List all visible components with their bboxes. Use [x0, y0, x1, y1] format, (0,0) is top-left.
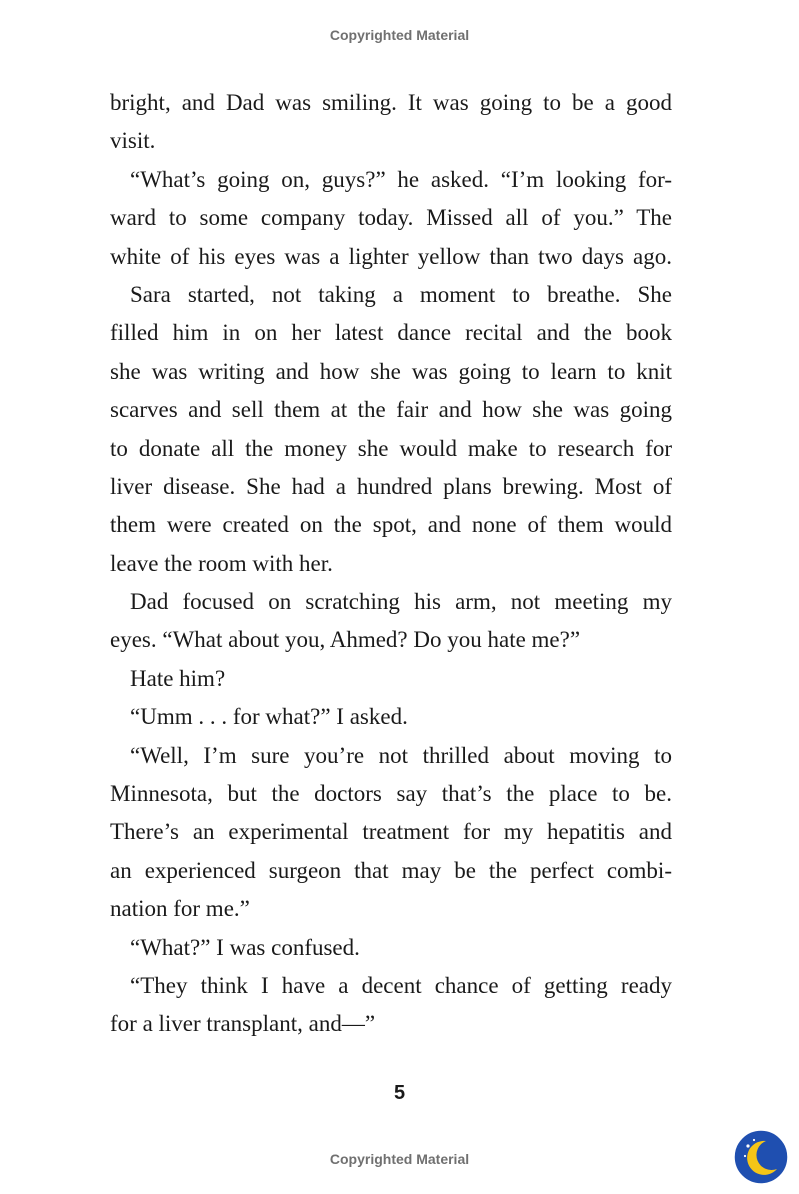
text-line: nation for me.” [110, 896, 250, 922]
text-line: leave the room with her. [110, 550, 333, 576]
text-line: scarves and sell them at the fair and how she was going [110, 397, 672, 423]
text-line: them were created on the spot, and none of them would [110, 512, 672, 538]
text-line: white of his eyes was a lighter yellow than two days ago. [110, 243, 672, 269]
text-line: an experienced surgeon that may be the perfect combi- [110, 857, 672, 883]
text-line: Sara started, not taking a moment to breathe. She [130, 281, 672, 307]
copyright-footer: Copyrighted Material [329, 1151, 470, 1167]
text-line: visit. [110, 128, 156, 154]
text-line: bright, and Dad was smiling. It was going to be a good [110, 90, 672, 115]
text-line: “Well, I’m sure you’re not thrilled about moving to [130, 742, 672, 768]
text-line: Hate him? [130, 665, 226, 691]
text-line: “What’s going on, guys?” he asked. “I’m looking for- [130, 166, 672, 192]
text-line: Dad focused on scratching his arm, not meeting my [130, 589, 672, 615]
text-line: Minnesota, but the doctors say that’s the place to be. [110, 781, 672, 807]
text-line: to donate all the money she would make to research for [110, 435, 672, 461]
page-number: 5 [393, 1082, 406, 1104]
copyright-header: Copyrighted Material [329, 27, 470, 43]
text-line: ward to some company today. Missed all of you.” The [110, 205, 672, 231]
text-line: “They think I have a decent chance of getting ready [130, 972, 672, 998]
moon-stars-icon[interactable] [733, 1129, 789, 1185]
text-line: she was writing and how she was going to learn to knit [110, 358, 672, 384]
text-line: “Umm . . . for what?” I asked. [130, 704, 408, 730]
text-line: filled him in on her latest dance recital and the book [110, 320, 672, 346]
text-line: “What?” I was confused. [130, 934, 360, 960]
text-line: There’s an experimental treatment for my hepatitis and [110, 819, 672, 845]
text-line: eyes. “What about you, Ahmed? Do you hate me?” [110, 627, 581, 653]
body-text [110, 84, 672, 1044]
text-line: liver disease. She had a hundred plans brewing. Most of [110, 473, 672, 499]
text-line: for a liver transplant, and—” [110, 1011, 376, 1037]
